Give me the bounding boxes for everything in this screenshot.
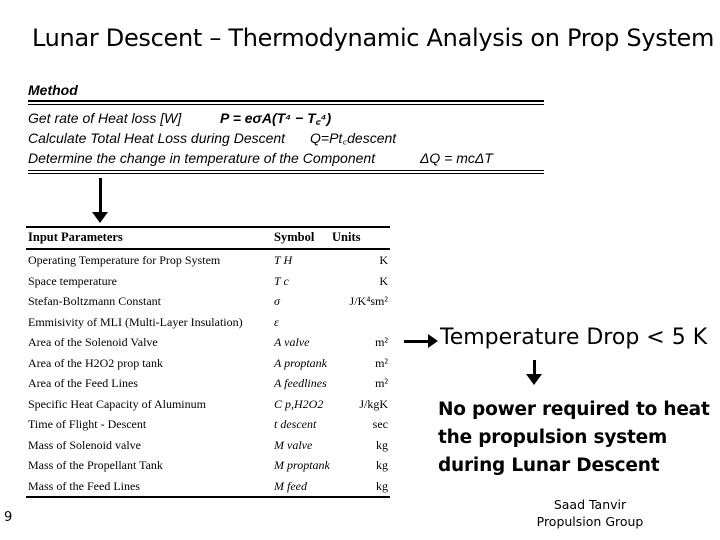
units-cell: m² <box>375 335 388 349</box>
method-step-text: Get rate of Heat loss [W] <box>28 110 182 126</box>
param-cell: Mass of the Propellant Tank <box>28 458 163 472</box>
author-group: Propulsion Group <box>536 514 644 529</box>
param-cell: Operating Temperature for Prop System <box>28 253 221 267</box>
table-row <box>26 476 390 497</box>
temperature-drop-text: Temperature Drop < 5 K <box>440 325 708 350</box>
symbol-cell: C p,H2O2 <box>274 396 324 411</box>
method-equation: ΔQ = mcΔT <box>420 150 493 166</box>
author-block <box>500 496 680 530</box>
method-bottom-rule <box>28 170 544 174</box>
method-box <box>28 82 544 174</box>
table-header <box>26 226 390 250</box>
symbol-cell: ε <box>274 314 279 329</box>
table-row <box>26 291 390 312</box>
units-cell: K <box>379 253 388 267</box>
method-heading: Method <box>28 82 78 98</box>
method-step-text: Determine the change in temperature of the Component <box>28 150 376 166</box>
units-cell: sec <box>372 417 388 431</box>
right-arrow-icon <box>404 340 434 343</box>
param-cell: Time of Flight - Descent <box>28 417 147 431</box>
input-parameters-table <box>26 226 390 498</box>
symbol-cell: A valve <box>274 335 310 349</box>
units-cell: J/K⁴sm² <box>349 294 388 308</box>
symbol-cell: t descent <box>274 417 317 431</box>
method-equation: Q=Pt꜀descent <box>310 130 397 146</box>
table-row <box>26 250 390 271</box>
header-units: Units <box>332 230 361 244</box>
method-row <box>28 128 544 148</box>
units-cell: m² <box>375 376 388 390</box>
page-number: 9 <box>4 510 13 525</box>
down-arrow-icon <box>99 178 102 214</box>
units-cell: kg <box>376 437 388 452</box>
param-cell: Area of the Feed Lines <box>28 376 138 390</box>
symbol-cell: σ <box>274 294 280 308</box>
method-row <box>28 148 544 168</box>
param-cell: Specific Heat Capacity of Aluminum <box>28 396 206 411</box>
table-row <box>26 271 390 292</box>
header-symbol: Symbol <box>274 230 315 244</box>
table-row <box>26 312 390 333</box>
symbol-cell: M feed <box>274 478 307 493</box>
table-bottom-rule <box>26 496 390 498</box>
symbol-cell: M valve <box>274 437 313 452</box>
symbol-cell: T c <box>274 273 289 288</box>
units-cell: J/kgK <box>359 396 388 411</box>
symbol-cell: M proptank <box>274 458 330 472</box>
table-row <box>26 394 390 415</box>
param-cell: Area of the Solenoid Valve <box>28 335 158 349</box>
param-cell: Emmisivity of MLI (Multi-Layer Insulation) <box>28 314 243 329</box>
table-row <box>26 435 390 456</box>
method-equation: P = eσA(T⁴ − T꜀⁴) <box>220 110 332 126</box>
param-cell: Area of the H2O2 prop tank <box>28 355 163 370</box>
down-arrow-icon <box>533 360 536 376</box>
param-cell: Mass of the Feed Lines <box>28 478 140 493</box>
table-row <box>26 353 390 374</box>
method-row <box>28 108 544 128</box>
author-name: Saad Tanvir <box>553 497 627 512</box>
table-row <box>26 455 390 476</box>
units-cell: K <box>379 273 388 288</box>
slide-title: Lunar Descent – Thermodynamic Analysis on Prop System <box>32 24 715 52</box>
method-step-text: Calculate Total Heat Loss during Descent <box>28 130 286 146</box>
units-cell: m² <box>375 355 388 370</box>
param-cell: Space temperature <box>28 273 117 288</box>
conclusion-text: No power required to heat the propulsion system during Lunar Descent <box>438 399 710 476</box>
symbol-cell: T H <box>274 253 293 267</box>
units-cell: kg <box>376 478 388 493</box>
units-cell: kg <box>376 458 388 472</box>
table-row <box>26 373 390 394</box>
method-rule <box>28 100 544 105</box>
symbol-cell: A proptank <box>274 355 327 370</box>
symbol-cell: A feedlines <box>274 376 327 390</box>
table-row <box>26 414 390 435</box>
table-row <box>26 332 390 353</box>
header-param: Input Parameters <box>28 230 123 244</box>
param-cell: Mass of Solenoid valve <box>28 437 141 452</box>
param-cell: Stefan-Boltzmann Constant <box>28 294 161 308</box>
